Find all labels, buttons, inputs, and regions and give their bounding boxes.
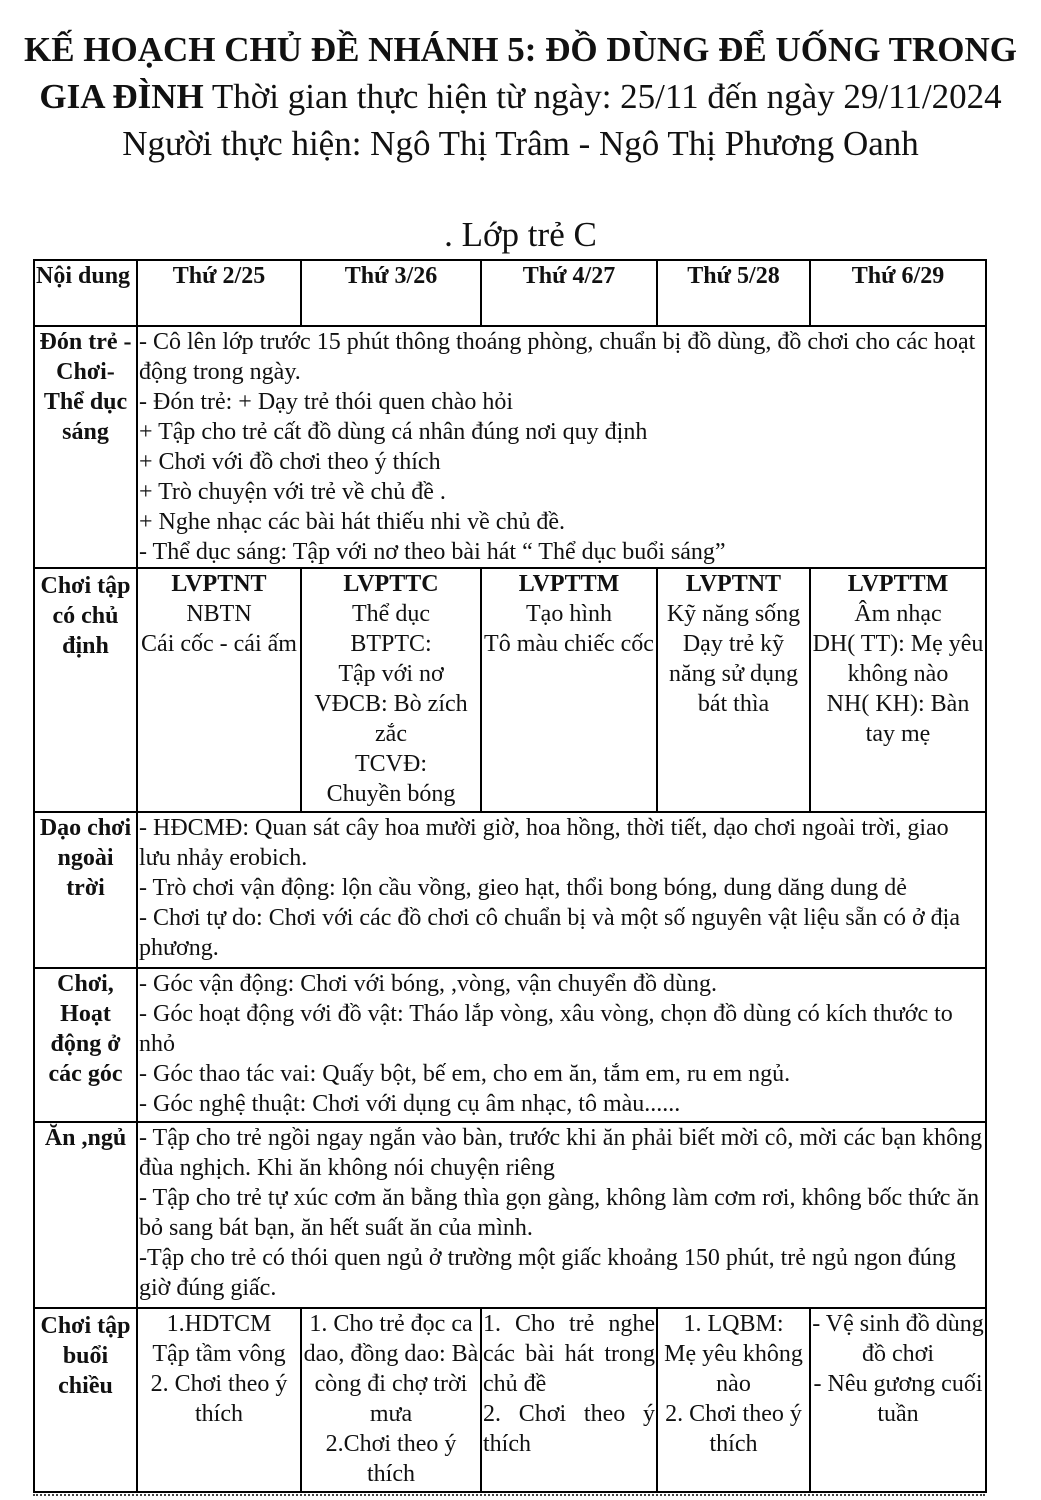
cell-line: Tô màu chiếc cốc	[484, 631, 654, 657]
morning-line: - Cô lên lớp trước 15 phút thông thoáng phòng, chuẩn bị đồ dùng, đồ chơi cho các hoạt động trong ngày.	[139, 329, 976, 385]
cell-line: BTPTC:	[350, 631, 432, 657]
weekly-plan-table	[33, 259, 987, 1493]
row-label-focused: Chơi tập có chủ định	[34, 568, 137, 812]
row-focused	[34, 568, 986, 812]
morning-line: - Đón trẻ: + Dạy trẻ thói quen chào hỏi	[139, 389, 514, 415]
focused-cell-wed	[481, 568, 657, 812]
header-content: Nội dung	[34, 260, 137, 326]
afternoon-cell-thu	[657, 1308, 810, 1492]
cell-line: Kỹ năng sống	[666, 601, 801, 627]
morning-line: + Nghe nhạc các bài hát thiếu nhi về chủ đề.	[139, 509, 566, 535]
header-day-5: Thứ 6/29	[810, 260, 986, 326]
cell-line: Cái cốc - cái ấm	[141, 631, 297, 657]
header-day-3: Thứ 4/27	[481, 260, 657, 326]
row-meals	[34, 1122, 986, 1308]
cell-line: 1.HDTCM	[166, 1311, 272, 1337]
document-title	[20, 26, 1021, 167]
focused-cell-fri	[810, 568, 986, 812]
title-bold: KẾ HOẠCH CHỦ ĐỀ NHÁNH 5: ĐỒ DÙNG ĐỂ UỐNG TRONG GIA ĐÌNH	[23, 30, 1017, 116]
class-line: . Lớp trẻ C	[444, 215, 597, 254]
corners-content	[137, 968, 986, 1122]
row-label-morning: Đón trẻ - Chơi- Thể dục sáng	[34, 326, 137, 568]
cell-line: 1. Cho trẻ đọc ca dao, đồng dao: Bà còng đi chợ trời mưa	[303, 1311, 479, 1427]
row-label-afternoon: Chơi tập buổi chiều	[34, 1308, 137, 1492]
row-label-outdoor: Dạo chơi ngoài trời	[34, 812, 137, 968]
row-label-meals: Ăn ,ngủ	[34, 1122, 137, 1308]
meals-line: - Tập cho trẻ tự xúc cơm ăn bằng thìa gọn gàng, không làm cơm rơi, không bốc thức ăn bỏ sang bát bạn, ăn hết suất ăn của mình.	[139, 1185, 980, 1241]
cell-line: DH( TT): Mẹ yêu không nào	[812, 631, 984, 687]
header-day-2: Thứ 3/26	[301, 260, 481, 326]
cell-line: Mẹ yêu không nào	[664, 1341, 803, 1397]
row-afternoon	[34, 1308, 986, 1492]
cell-line: Thể dục	[352, 601, 430, 627]
row-corners	[34, 968, 986, 1122]
row-outdoor	[34, 812, 986, 968]
corners-line: - Góc vận động: Chơi với bóng, ,vòng, vận chuyển đồ dùng.	[139, 971, 717, 997]
meals-line: - Tập cho trẻ ngồi ngay ngắn vào bàn, trước khi ăn phải biết mời cô, mời các bạn không đùa nghịch. Khi ăn không nói chuyện riêng	[139, 1125, 983, 1181]
row-morning	[34, 326, 986, 568]
morning-line: + Chơi với đồ chơi theo ý thích	[139, 449, 441, 475]
cell-heading: LVPTTM	[847, 571, 949, 597]
outdoor-content	[137, 812, 986, 968]
cell-line: - Vệ sinh đồ dùng đồ chơi	[812, 1311, 984, 1367]
table-header-row	[34, 260, 986, 326]
cell-line: Dạy trẻ kỹ năng sử dụng bát thìa	[669, 631, 798, 717]
morning-line: + Trò chuyện với trẻ về chủ đề .	[139, 479, 446, 505]
row-label-corners: Chơi, Hoạt động ở các góc	[34, 968, 137, 1122]
afternoon-cell-mon	[137, 1308, 301, 1492]
cell-line: NH( KH): Bàn tay mẹ	[826, 691, 970, 747]
morning-line: + Tập cho trẻ cất đồ dùng cá nhân đúng nơi quy định	[139, 419, 648, 445]
cell-line: TCVĐ:	[355, 751, 427, 777]
header-day-1: Thứ 2/25	[137, 260, 301, 326]
cell-line: Tạo hình	[526, 601, 612, 627]
cell-line: Tập tầm vông	[152, 1341, 286, 1367]
corners-line: - Góc hoạt động với đồ vật: Tháo lắp vòng, xâu vòng, chọn đồ dùng có kích thước to nhỏ	[139, 1001, 953, 1057]
morning-content	[137, 326, 986, 568]
cell-heading: LVPTTC	[343, 571, 439, 597]
meals-line: -Tập cho trẻ có thói quen ngủ ở trường một giấc khoảng 150 phút, trẻ ngủ ngon đúng giờ đúng giấc.	[139, 1245, 956, 1301]
cell-line: 2.Chơi theo ý thích	[325, 1431, 457, 1487]
cell-line: - Nêu gương cuối tuần	[813, 1371, 983, 1427]
cell-heading: LVPTTM	[518, 571, 620, 597]
people-line: Người thực hiện: Ngô Thị Trâm - Ngô Thị Phương Oanh	[122, 124, 919, 163]
cell-heading: LVPTNT	[171, 571, 267, 597]
outdoor-line: - HĐCMĐ: Quan sát cây hoa mười giờ, hoa hồng, thời tiết, dạo chơi ngoài trời, giao lưu nhảy erobich.	[139, 815, 949, 871]
focused-cell-mon	[137, 568, 301, 812]
cell-line: Âm nhạc	[854, 601, 942, 627]
meals-content	[137, 1122, 986, 1308]
afternoon-cell-tue	[301, 1308, 481, 1492]
header-day-4: Thứ 5/28	[657, 260, 810, 326]
outdoor-line: - Trò chơi vận động: lộn cầu vồng, gieo hạt, thổi bong bóng, dung dăng dung dẻ	[139, 875, 907, 901]
focused-cell-tue	[301, 568, 481, 812]
focused-cell-thu	[657, 568, 810, 812]
cell-line: VĐCB: Bò zích zắc	[314, 691, 468, 747]
afternoon-cell-fri	[810, 1308, 986, 1492]
title-rest: Thời gian thực hiện từ ngày: 25/11 đến ngày 29/11/2024	[203, 77, 1002, 116]
cell-line: NBTN	[186, 601, 252, 627]
corners-line: - Góc thao tác vai: Quấy bột, bế em, cho em ăn, tắm em, ru em ngủ.	[139, 1061, 791, 1087]
cell-line: 2. Chơi theo ý thích	[483, 1401, 655, 1457]
outdoor-line: - Chơi tự do: Chơi với các đồ chơi cô chuẩn bị và một số nguyên vật liệu sẵn có ở địa phương.	[139, 905, 960, 961]
cell-line: Tập với nơ	[338, 661, 444, 687]
morning-line: - Thể dục sáng: Tập với nơ theo bài hát “ Thể dục buổi sáng”	[139, 539, 726, 565]
cell-line: 1. Cho trẻ nghe các bài hát trong chủ đề	[483, 1311, 655, 1397]
cell-line: 1. LQBM:	[683, 1311, 784, 1337]
corners-line: - Góc nghệ thuật: Chơi với dụng cụ âm nhạc, tô màu......	[139, 1091, 681, 1117]
cell-line: 2. Chơi theo ý thích	[150, 1371, 288, 1427]
afternoon-cell-wed	[481, 1308, 657, 1492]
cell-line: 2. Chơi theo ý thích	[665, 1401, 802, 1457]
cell-line: Chuyền bóng	[326, 781, 456, 807]
cell-heading: LVPTNT	[685, 571, 782, 597]
cropped-next-line	[33, 1494, 985, 1500]
